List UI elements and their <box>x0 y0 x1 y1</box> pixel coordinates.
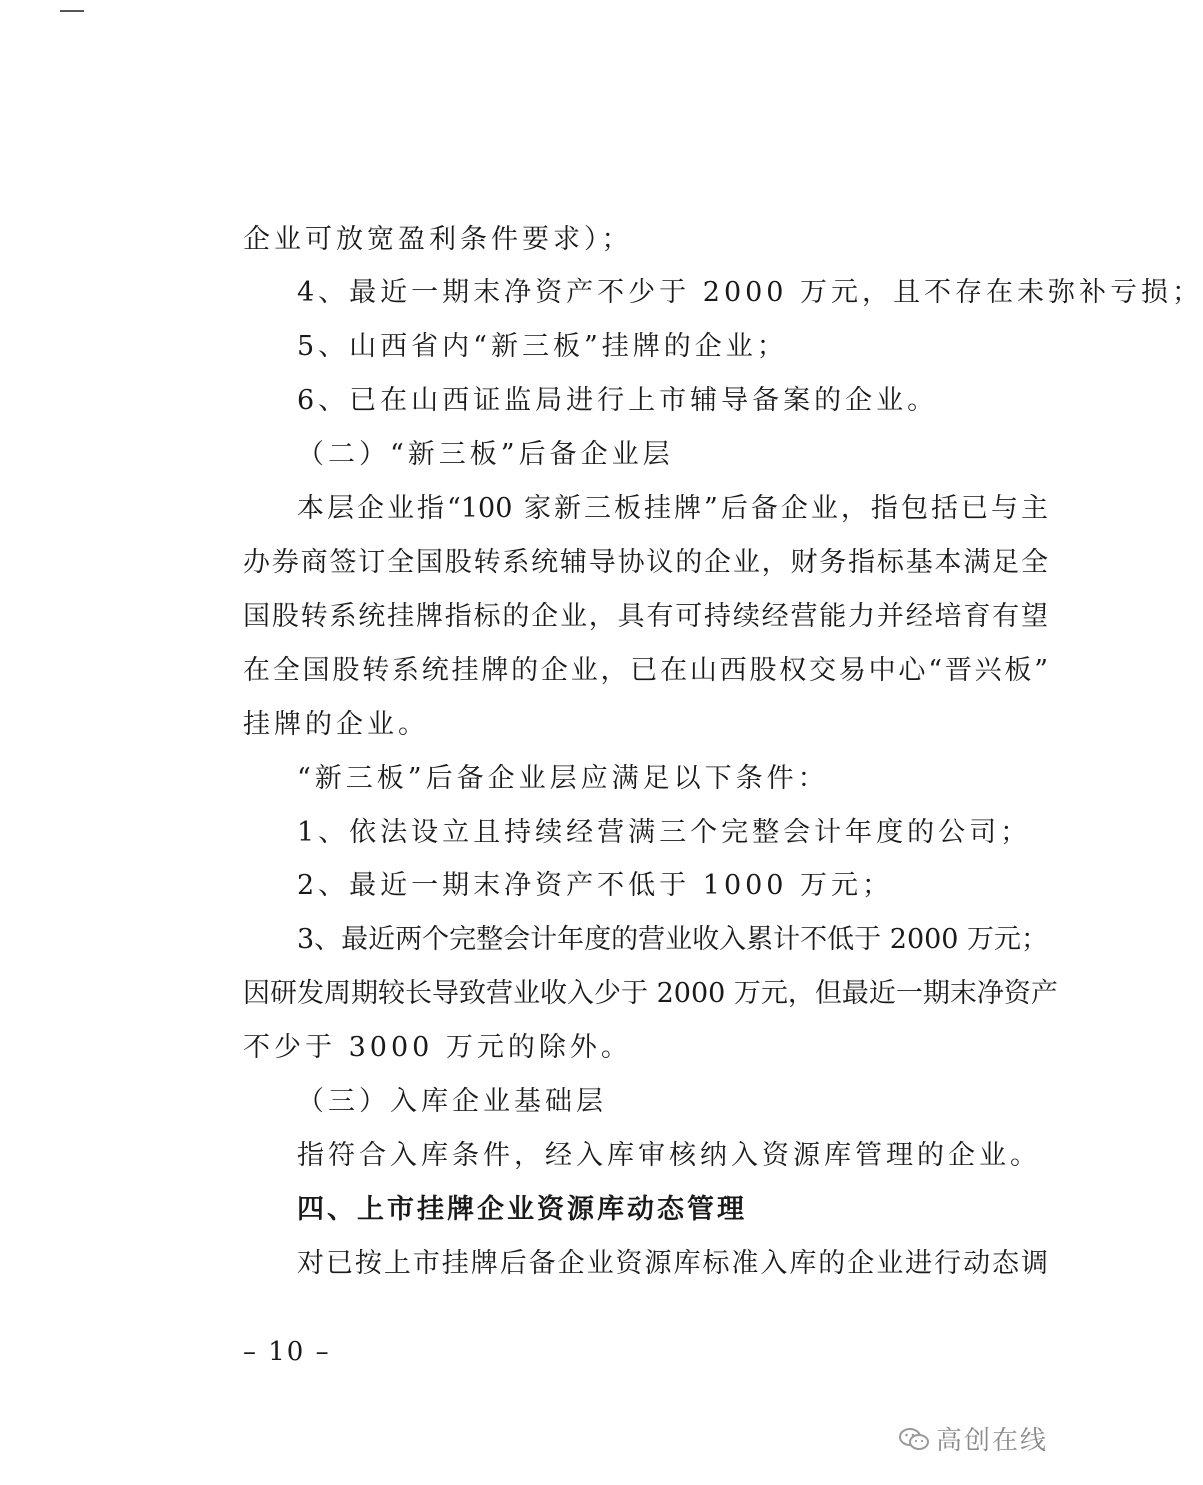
text-line: 1、依法设立且持续经营满三个完整会计年度的公司； <box>297 817 1032 848</box>
page-number: – 10 – <box>243 1337 331 1367</box>
text-line: 国股转系统挂牌指标的企业，具有可持续经营能力并经培育有望 <box>243 601 1048 632</box>
text-line: 挂牌的企业。 <box>243 709 429 740</box>
chapter-heading: 四、上市挂牌企业资源库动态管理 <box>297 1194 747 1225</box>
text-line: 因研发周期较长导致营业收入少于 2000 万元，但最近一期末净资产 <box>243 978 1058 1009</box>
text-line: 在全国股转系统挂牌的企业，已在山西股权交易中心“晋兴板” <box>243 655 1048 686</box>
text-line: 办券商签订全国股转系统辅导协议的企业，财务指标基本满足全 <box>243 547 1048 578</box>
text-line: 指符合入库条件，经入库审核纳入资源库管理的企业。 <box>297 1140 1041 1171</box>
watermark <box>898 1420 1048 1457</box>
scan-mark <box>60 10 84 12</box>
text-line: 5、山西省内“新三板”挂牌的企业； <box>297 331 788 362</box>
wechat-icon <box>898 1426 930 1452</box>
text-line: 2、最近一期末净资产不低于 1000 万元； <box>297 870 894 901</box>
watermark-text: 高创在线 <box>935 1426 1048 1456</box>
text-line: 3、最近两个完整会计年度的营业收入累计不低于 2000 万元； <box>297 924 1049 955</box>
text-line: 企业可放宽盈利条件要求）； <box>243 224 633 255</box>
text-line: 本层企业指“100 家新三板挂牌”后备企业，指包括已与主 <box>297 493 1048 524</box>
section-heading: （三）入库企业基础层 <box>297 1086 607 1117</box>
text-line: 6、已在山西证监局进行上市辅导备案的企业。 <box>297 385 939 416</box>
text-line: “新三板”后备企业层应满足以下条件： <box>297 763 829 794</box>
text-line: 不少于 3000 万元的除外。 <box>243 1032 632 1063</box>
text-line: 对已按上市挂牌后备企业资源库标准入库的企业进行动态调 <box>297 1248 1048 1279</box>
text-line: 4、最近一期末净资产不少于 2000 万元，且不存在未弥补亏损； <box>297 277 1203 308</box>
section-heading: （二）“新三板”后备企业层 <box>297 439 674 470</box>
